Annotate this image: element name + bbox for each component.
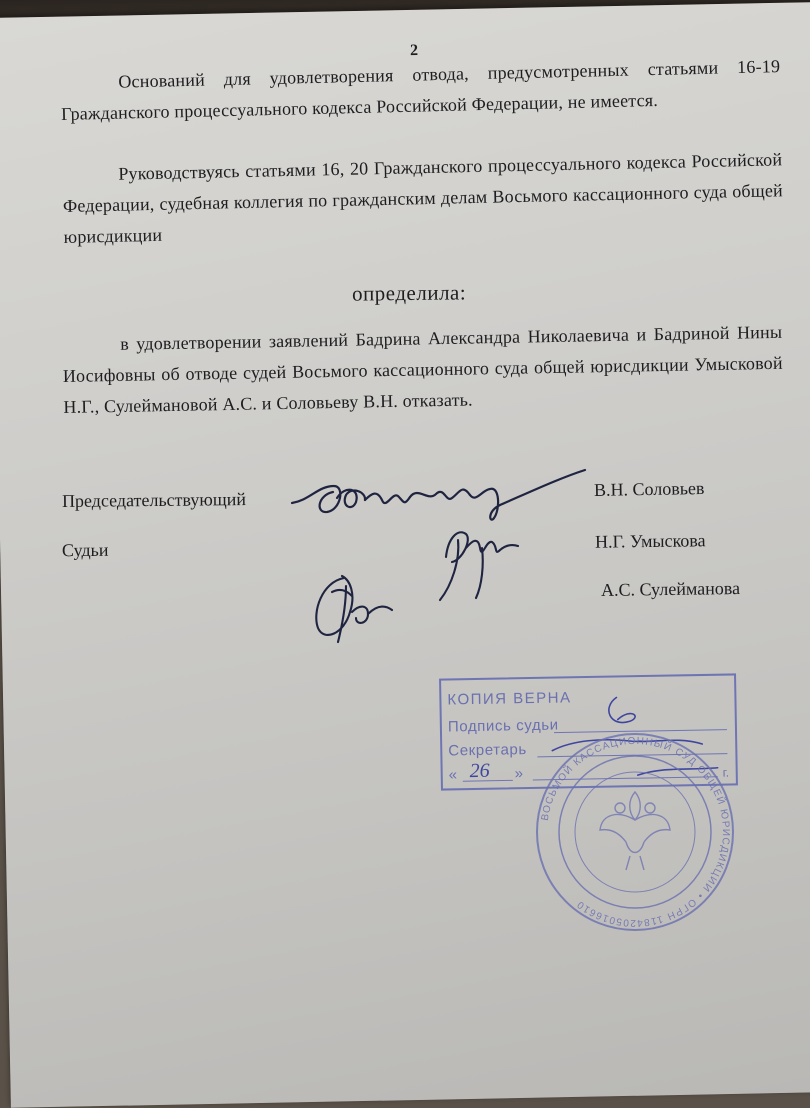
- stamp-judge-signature-label: Подпись судьи: [447, 716, 559, 736]
- signature-umyskova: [440, 532, 518, 600]
- presiding-label: Председательствующий: [61, 489, 247, 511]
- signature-suleymanova: [316, 576, 392, 642]
- judge-name-umyskova: Н.Г. Умыскова: [594, 530, 706, 552]
- paragraph-ruling: в удовлетворении заявлений Бадрина Александра Николаевича и Бадриной Нины Иосифовны об отводе судей Восьмого кассационного суда общей юрисдикции Умысковой Н.Г., Сулеймановой А.С. и Соловьеву В.Н. отказать.: [62, 321, 783, 417]
- ruling-heading: определила:: [351, 280, 467, 306]
- signature-presiding: [292, 470, 585, 520]
- page-number: 2: [409, 41, 419, 60]
- stamp-date-close: »: [514, 765, 524, 783]
- svg-text:ВОСЬМОЙ КАССАЦИОННЫЙ СУД ОБЩЕЙ: [540, 736, 731, 928]
- paragraph-guided-by: Руководствуясь статьями 16, 20 Гражданского процессуального кодекса Российской Федерации, судебная коллегия по гражданским делам Восьмого кассационного суда общей юрисдикции: [62, 149, 784, 247]
- stamp-secretary-label: Секретарь: [448, 741, 527, 760]
- stamp-year-suffix: г.: [722, 765, 730, 780]
- double-headed-eagle-icon: [600, 792, 670, 870]
- judge-name-soloviev: В.Н. Соловьев: [593, 478, 705, 500]
- stamp-date-day: 26: [469, 759, 490, 783]
- court-seal: [530, 730, 740, 935]
- paragraph-no-grounds: Оснований для удовлетворения отвода, предусмотренных статьями 16-19 Гражданского процессуального кодекса Российской Федерации, не имеется.: [60, 56, 781, 124]
- stamp-date-open: «: [448, 766, 458, 784]
- stamp-title: КОПИЯ ВЕРНА: [447, 689, 572, 709]
- judge-name-suleymanova: А.С. Сулейманова: [600, 578, 741, 600]
- seal-ring-text: ВОСЬМОЙ КАССАЦИОННЫЙ СУД ОБЩЕЙ ЮРИСДИКЦИИ • ОГРН 1184205016610: [539, 735, 732, 929]
- judges-label: Судьи: [61, 539, 109, 561]
